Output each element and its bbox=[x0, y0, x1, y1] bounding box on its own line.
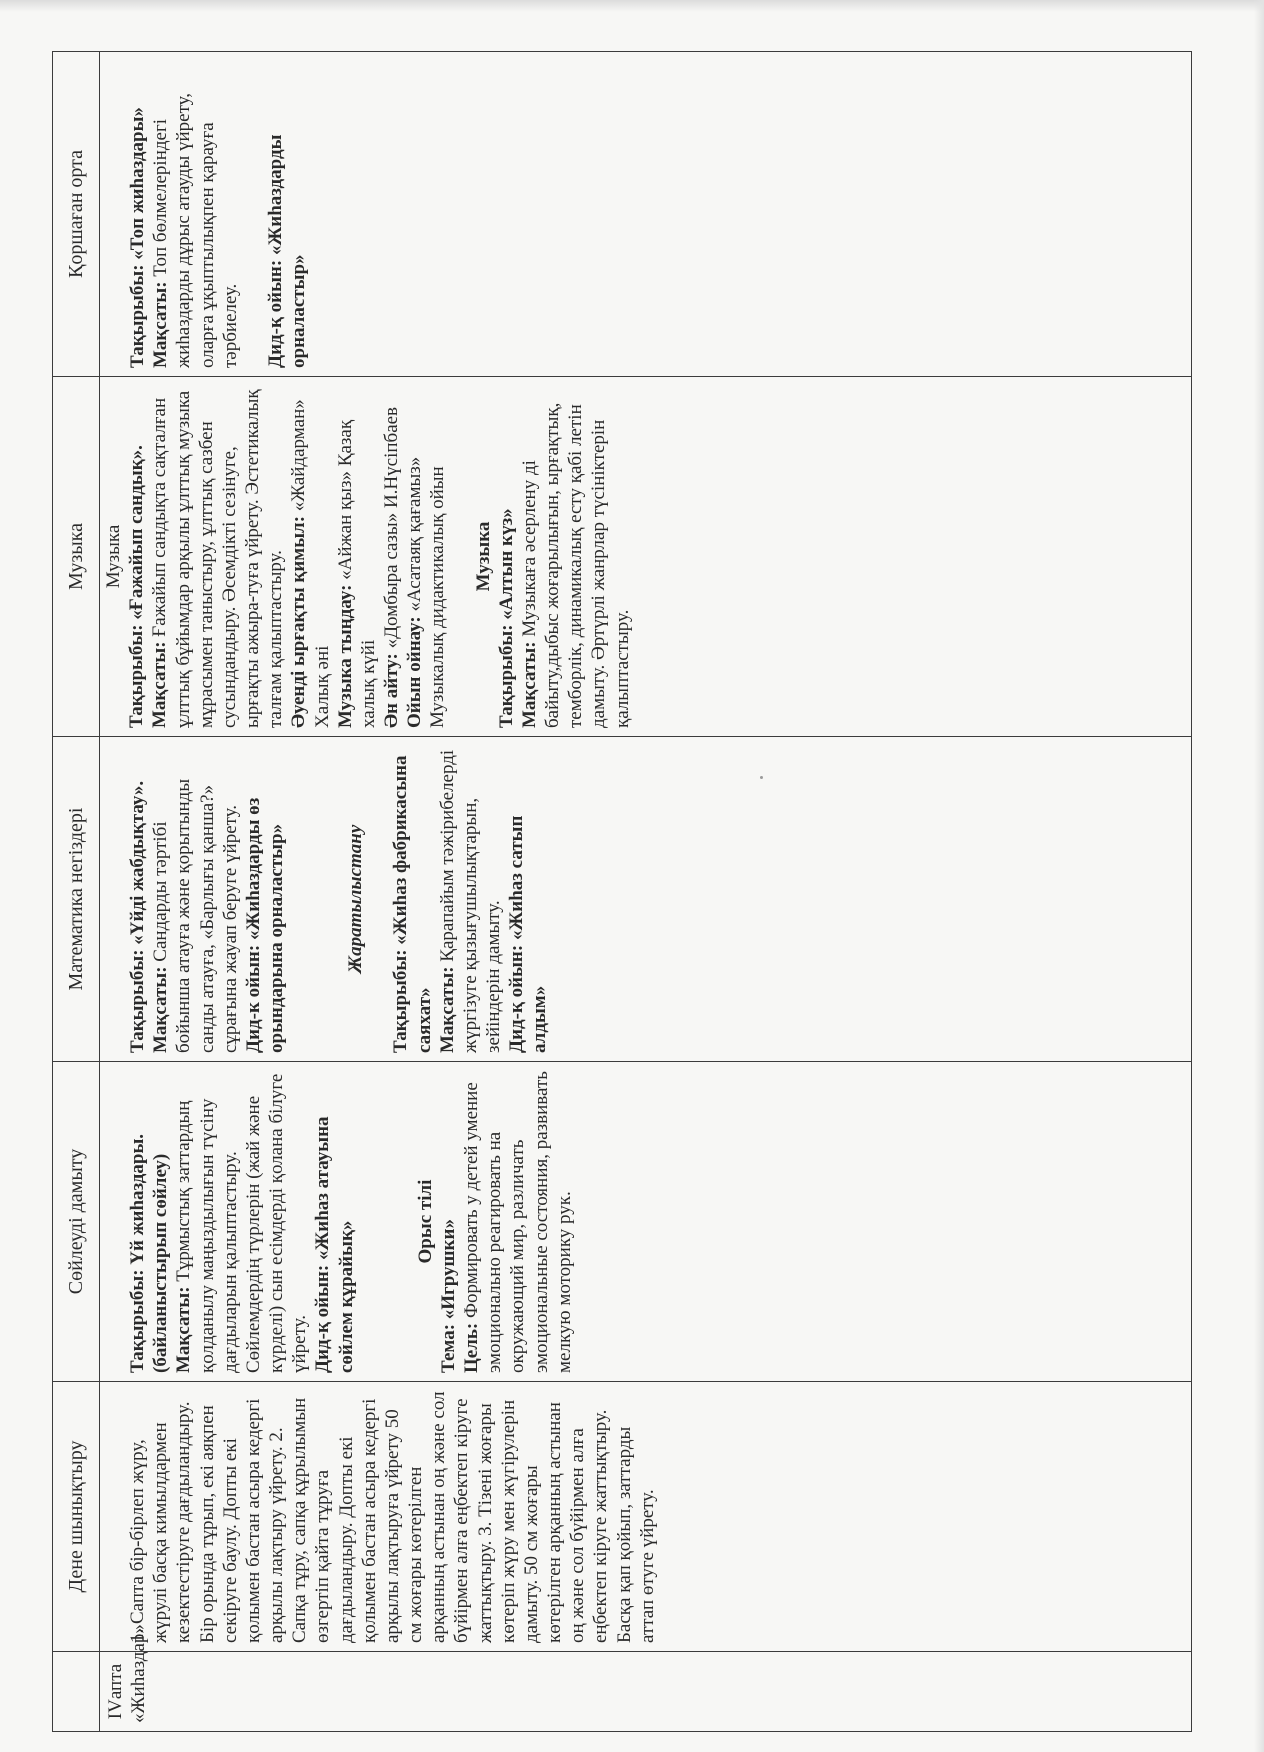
math-goal-value: Сандарды тәртібі бойынша атауға және қорытынды санды атауға, «Барлығы қанша?» сұрағына жауап беруге үйрету. bbox=[150, 778, 241, 1053]
music-sing-label: Ән айту: bbox=[381, 653, 403, 728]
science-game-label: Дид-қ ойын: bbox=[506, 944, 528, 1053]
header-math-basics: Математика негіздері bbox=[53, 737, 100, 1062]
music-topic2-label: Тақырыбы: bbox=[495, 624, 517, 728]
header-music: Музыка bbox=[53, 377, 100, 737]
science-topic-value: «Жиһаз фабрикасына саяхат» bbox=[390, 755, 435, 1053]
music-didactic: Музыкалық дидактикалық ойын bbox=[427, 466, 449, 728]
music-listen-value: «Айжан қыз» Қазақ халық күйі bbox=[334, 419, 379, 728]
speech-topic-value: Үй жиһаздары. (байланыстырып сөйлеу) bbox=[127, 1133, 172, 1373]
music-goal2-label: Мақсаты: bbox=[518, 641, 540, 728]
math-game-value: «Жиһаздарды өз орындарына орналастыр» bbox=[242, 797, 288, 1053]
music-topic2-value: «Алтын күз» bbox=[495, 508, 517, 620]
physical-education-text: 1. Сапта бір-бірлеп жүру, жүрулі басқа кимылдармен кезектестіруге дағдыландыру. Бір орында тұрып, екі аяқпен секіруге баулу. Допты екі қолымен бастан асыра кедергі арқылы лақтыру үйрету. 2. Сапқа тұру, сапқа құрылымын өзгертіп қайта тұруға дағдыландыру. Допты екі қолымен бастан асыра кедергі арқылы лақтыруға үйрету 50 см жоғары көтерілген арқанның астынан оң және сол бүйірмен алға еңбектеп кіруге жаттықтыру. 3. Тізені жоғары көтеріп жүру мен жүгірулерін дамыту. 50 см жоғары көтерілген арқанның астынан оң және сол бүйірмен алға еңбектеп кіруге жаттықтыру. Басқа қап қойып, заттарды аттап өтуге үйрету. bbox=[127, 1391, 658, 1643]
environment-goal-label: Мақсаты: bbox=[150, 281, 172, 368]
weekly-plan-table bbox=[52, 51, 1192, 1732]
environment-topic-label: Тақырыбы: bbox=[127, 264, 148, 368]
speech-development-cell bbox=[100, 1062, 1192, 1382]
speech-topic-label: Тақырыбы: bbox=[127, 1269, 148, 1373]
header-environment: Қоршаған орта bbox=[53, 52, 100, 377]
music-goal2-value: Музыкаға әсерлену ді байыту,дыбыс жоғарылығын, ырғақтық, темборлік, динамикалық есту қабі летін дамыту. Әртүрлі жанрлар түсініктерін қалыптастыру. bbox=[518, 402, 633, 728]
russian-title: Орыс тілі bbox=[414, 1179, 436, 1264]
header-speech-development: Сөйлеуді дамыту bbox=[53, 1062, 100, 1382]
music-topic1-value: «Ғажайып сандық». bbox=[126, 445, 148, 620]
week-theme: «Жиһаздар» bbox=[128, 1624, 150, 1723]
music-rhythm-label: Әуенді ырғақты қимыл: bbox=[288, 515, 310, 728]
header-row bbox=[53, 52, 100, 1732]
week-cell bbox=[100, 1624, 1192, 1732]
music-listen-label: Музыка тыңдау: bbox=[334, 584, 356, 728]
math-goal-label: Мақсаты: bbox=[150, 966, 172, 1053]
math-basics-cell bbox=[100, 737, 1192, 1062]
header-week bbox=[53, 1652, 100, 1732]
science-goal-value: Қарапайым тәжірибелерді жүргізуге қызығушылықтарын, зейіндерін дамыту. bbox=[436, 749, 505, 1053]
russian-goal-value: Формировать у детей умение эмоционально реагировать на окружающий мир, различать эмоциональные состояния, развивать мелкую моторику рук. bbox=[461, 1071, 575, 1373]
math-topic-value: «Үйді жабдықтау». bbox=[127, 780, 148, 945]
science-title: Жаратылыстану bbox=[345, 824, 367, 974]
header-physical-education: Дене шынықтыру bbox=[53, 1382, 100, 1652]
music-rhythm-value: «Жайдарман» Халық әні bbox=[288, 399, 333, 728]
rotated-page bbox=[52, 52, 1192, 1732]
scan-shadow-top bbox=[0, 0, 1264, 12]
russian-topic-label: Тема: bbox=[437, 1323, 459, 1373]
speech-game-label: Дид-қ ойын: bbox=[312, 1264, 334, 1373]
scan-shadow-right bbox=[1254, 0, 1264, 1752]
music-cell bbox=[100, 377, 1192, 737]
music-title-1: Музыка bbox=[103, 524, 124, 589]
environment-game-value: «Жиһаздарды орналастыр» bbox=[264, 134, 310, 368]
russian-goal-label: Цель: bbox=[461, 1322, 483, 1373]
science-game-value: «Жиһаз сатып алдым» bbox=[506, 815, 551, 1053]
environment-goal-value: Топ бөлмелеріндегі жиһаздарды дұрыс атауды үйрету, оларға ұқыптылықпен қарауға тәрбиелеу. bbox=[150, 93, 241, 368]
music-play-label: Ойын ойнау: bbox=[404, 616, 426, 728]
physical-education-cell bbox=[100, 1382, 1192, 1652]
speech-game-value: «Жиһаз атауына сөйлем құрайық» bbox=[312, 1116, 357, 1373]
environment-topic-value: «Топ жиһаздары» bbox=[127, 107, 148, 260]
math-topic-label: Тақырыбы: bbox=[127, 949, 148, 1053]
content-row bbox=[100, 52, 1192, 1732]
environment-game-label: Дид-қ ойын: bbox=[264, 259, 286, 368]
music-goal1-label: Мақсаты: bbox=[149, 641, 171, 728]
speech-goal-label: Мақсаты: bbox=[173, 1286, 195, 1373]
music-title-2: Музыка bbox=[472, 521, 494, 592]
science-goal-label: Мақсаты: bbox=[436, 966, 458, 1053]
math-game-label: Дид-к ойын: bbox=[242, 944, 264, 1053]
speech-goal-value: Тұрмыстық заттардың қолданылу маңыздылығын түсіну дағдыларын қалыптастыру. Сөйлемдердің түрлерін (жай және күрделі) сын есімдерді қолана білуге үйрету. bbox=[173, 1073, 311, 1373]
music-play-value: «Асатаяқ қағамыз» bbox=[404, 456, 426, 612]
science-topic-label: Тақырыбы: bbox=[390, 949, 412, 1053]
week-number: IVапта bbox=[105, 1663, 126, 1720]
music-topic1-label: Тақырыбы: bbox=[126, 624, 148, 728]
russian-topic-value: «Игрушки» bbox=[437, 1219, 459, 1320]
music-sing-value: «Домбыра сазы» И.Нүсіпбаев bbox=[381, 406, 403, 649]
environment-cell bbox=[100, 52, 1192, 377]
music-goal1-value: Ғажайып сандықта сақталған ұлттық бұйымдар арқылы ұлттық музыка мұрасымен таныстыру, ұлттық сазбен сусындандыру. Әсемдікті сезінуге, ырғақты ажыра-туға үйрету. Эстетикалық талғам қалыптастыру. bbox=[149, 389, 287, 728]
